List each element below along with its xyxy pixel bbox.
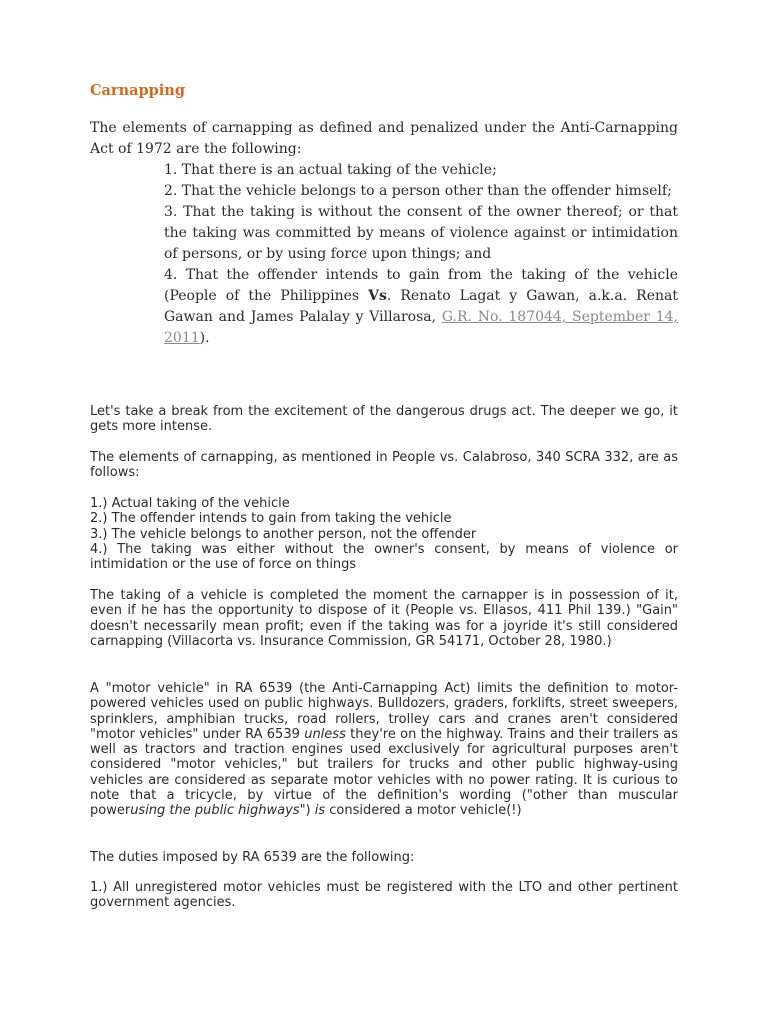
motor-text-3: ") xyxy=(299,803,315,819)
versus-label: Vs xyxy=(368,288,387,304)
motor-text-4: considered a motor vehicle(!) xyxy=(325,803,522,819)
taking-paragraph: The taking of a vehicle is completed the moment the carnapper is in possession of it, even if he has the opportunity to dispose of it (People vs. Ellasos, 411 Phil 139.) "Gain" doesn't necessarily mean profit; even if the taking was for a joyride it's still considered carnapping (Villacorta vs. Insurance Commission, GR 54171, October 28, 1980.) xyxy=(90,588,678,649)
element-item: 1. That there is an actual taking of the vehicle; xyxy=(164,162,497,178)
list-item: 1.) Actual taking of the vehicle xyxy=(90,496,290,511)
element-item: 2. That the vehicle belongs to a person other than the offender himself; xyxy=(164,183,672,199)
case-citation-link[interactable]: G.R. No. 187044, September 14, 2011 xyxy=(164,309,678,346)
element-4-parties: . Renato Lagat y Gawan, a.k.a. Renat Gawan and James Palalay y Villarosa, xyxy=(164,288,678,325)
break-paragraph: Let's take a break from the excitement of the dangerous drugs act. The deeper we go, it gets more intense. xyxy=(90,404,678,435)
unless-emphasis: unless xyxy=(304,726,346,742)
duty-item: 1.) All unregistered motor vehicles must be registered with the LTO and other pertinent government agencies. xyxy=(90,880,678,911)
section-heading: Carnapping xyxy=(90,82,185,99)
list-item: 4.) The taking was either without the owner's consent, by means of violence or intimidation or the use of force on things xyxy=(90,541,678,573)
list-item: 3.) The vehicle belongs to another person, not the offender xyxy=(90,526,477,542)
element-item xyxy=(164,265,678,349)
calabroso-paragraph: The elements of carnapping, as mentioned in People vs. Calabroso, 340 SCRA 332, are as follows: xyxy=(90,450,678,481)
motor-vehicle-paragraph xyxy=(90,681,678,819)
intro-paragraph: The elements of carnapping as defined and penalized under the Anti-Carnapping Act of 1972 are the following: xyxy=(90,120,678,157)
element-item: 3. That the taking is without the consent of the owner thereof; or that the taking was committed by means of violence against or intimidation of persons, or by using force upon things; and xyxy=(164,204,678,262)
list-item: 2.) The offender intends to gain from taking the vehicle xyxy=(90,511,452,527)
using-emphasis: using the public highways xyxy=(130,803,300,819)
motor-text-1: A "motor vehicle" in RA 6539 (the Anti-Carnapping Act) limits the definition to motor-powered vehicles used on public highways. Bulldozers, graders, forklifts, street sweepers, sprinklers, amphibian trucks, road rollers, trolley cars and cranes aren't considered "motor vehicles" under RA 6539 xyxy=(90,681,678,742)
element-4-text: 4. That the offender intends to gain from the taking of the vehicle (People of the Philippines xyxy=(164,267,678,304)
motor-text-2: they're on the highway. Trains and their trailers as well as tractors and traction engines used exclusively for agricultural purposes aren't considered "motor vehicles," but trailers for trucks and other public highway-using vehicles are considered as separate motor vehicles with no power rating. It is curious to note that a tricycle, by virtue of the definition's wording ("other than muscular power xyxy=(90,726,679,819)
duties-paragraph: The duties imposed by RA 6539 are the following: xyxy=(90,850,415,865)
elements-list xyxy=(164,160,678,349)
is-emphasis: is xyxy=(314,803,326,819)
element-4-end: ). xyxy=(199,330,210,346)
calabroso-list xyxy=(90,496,678,572)
